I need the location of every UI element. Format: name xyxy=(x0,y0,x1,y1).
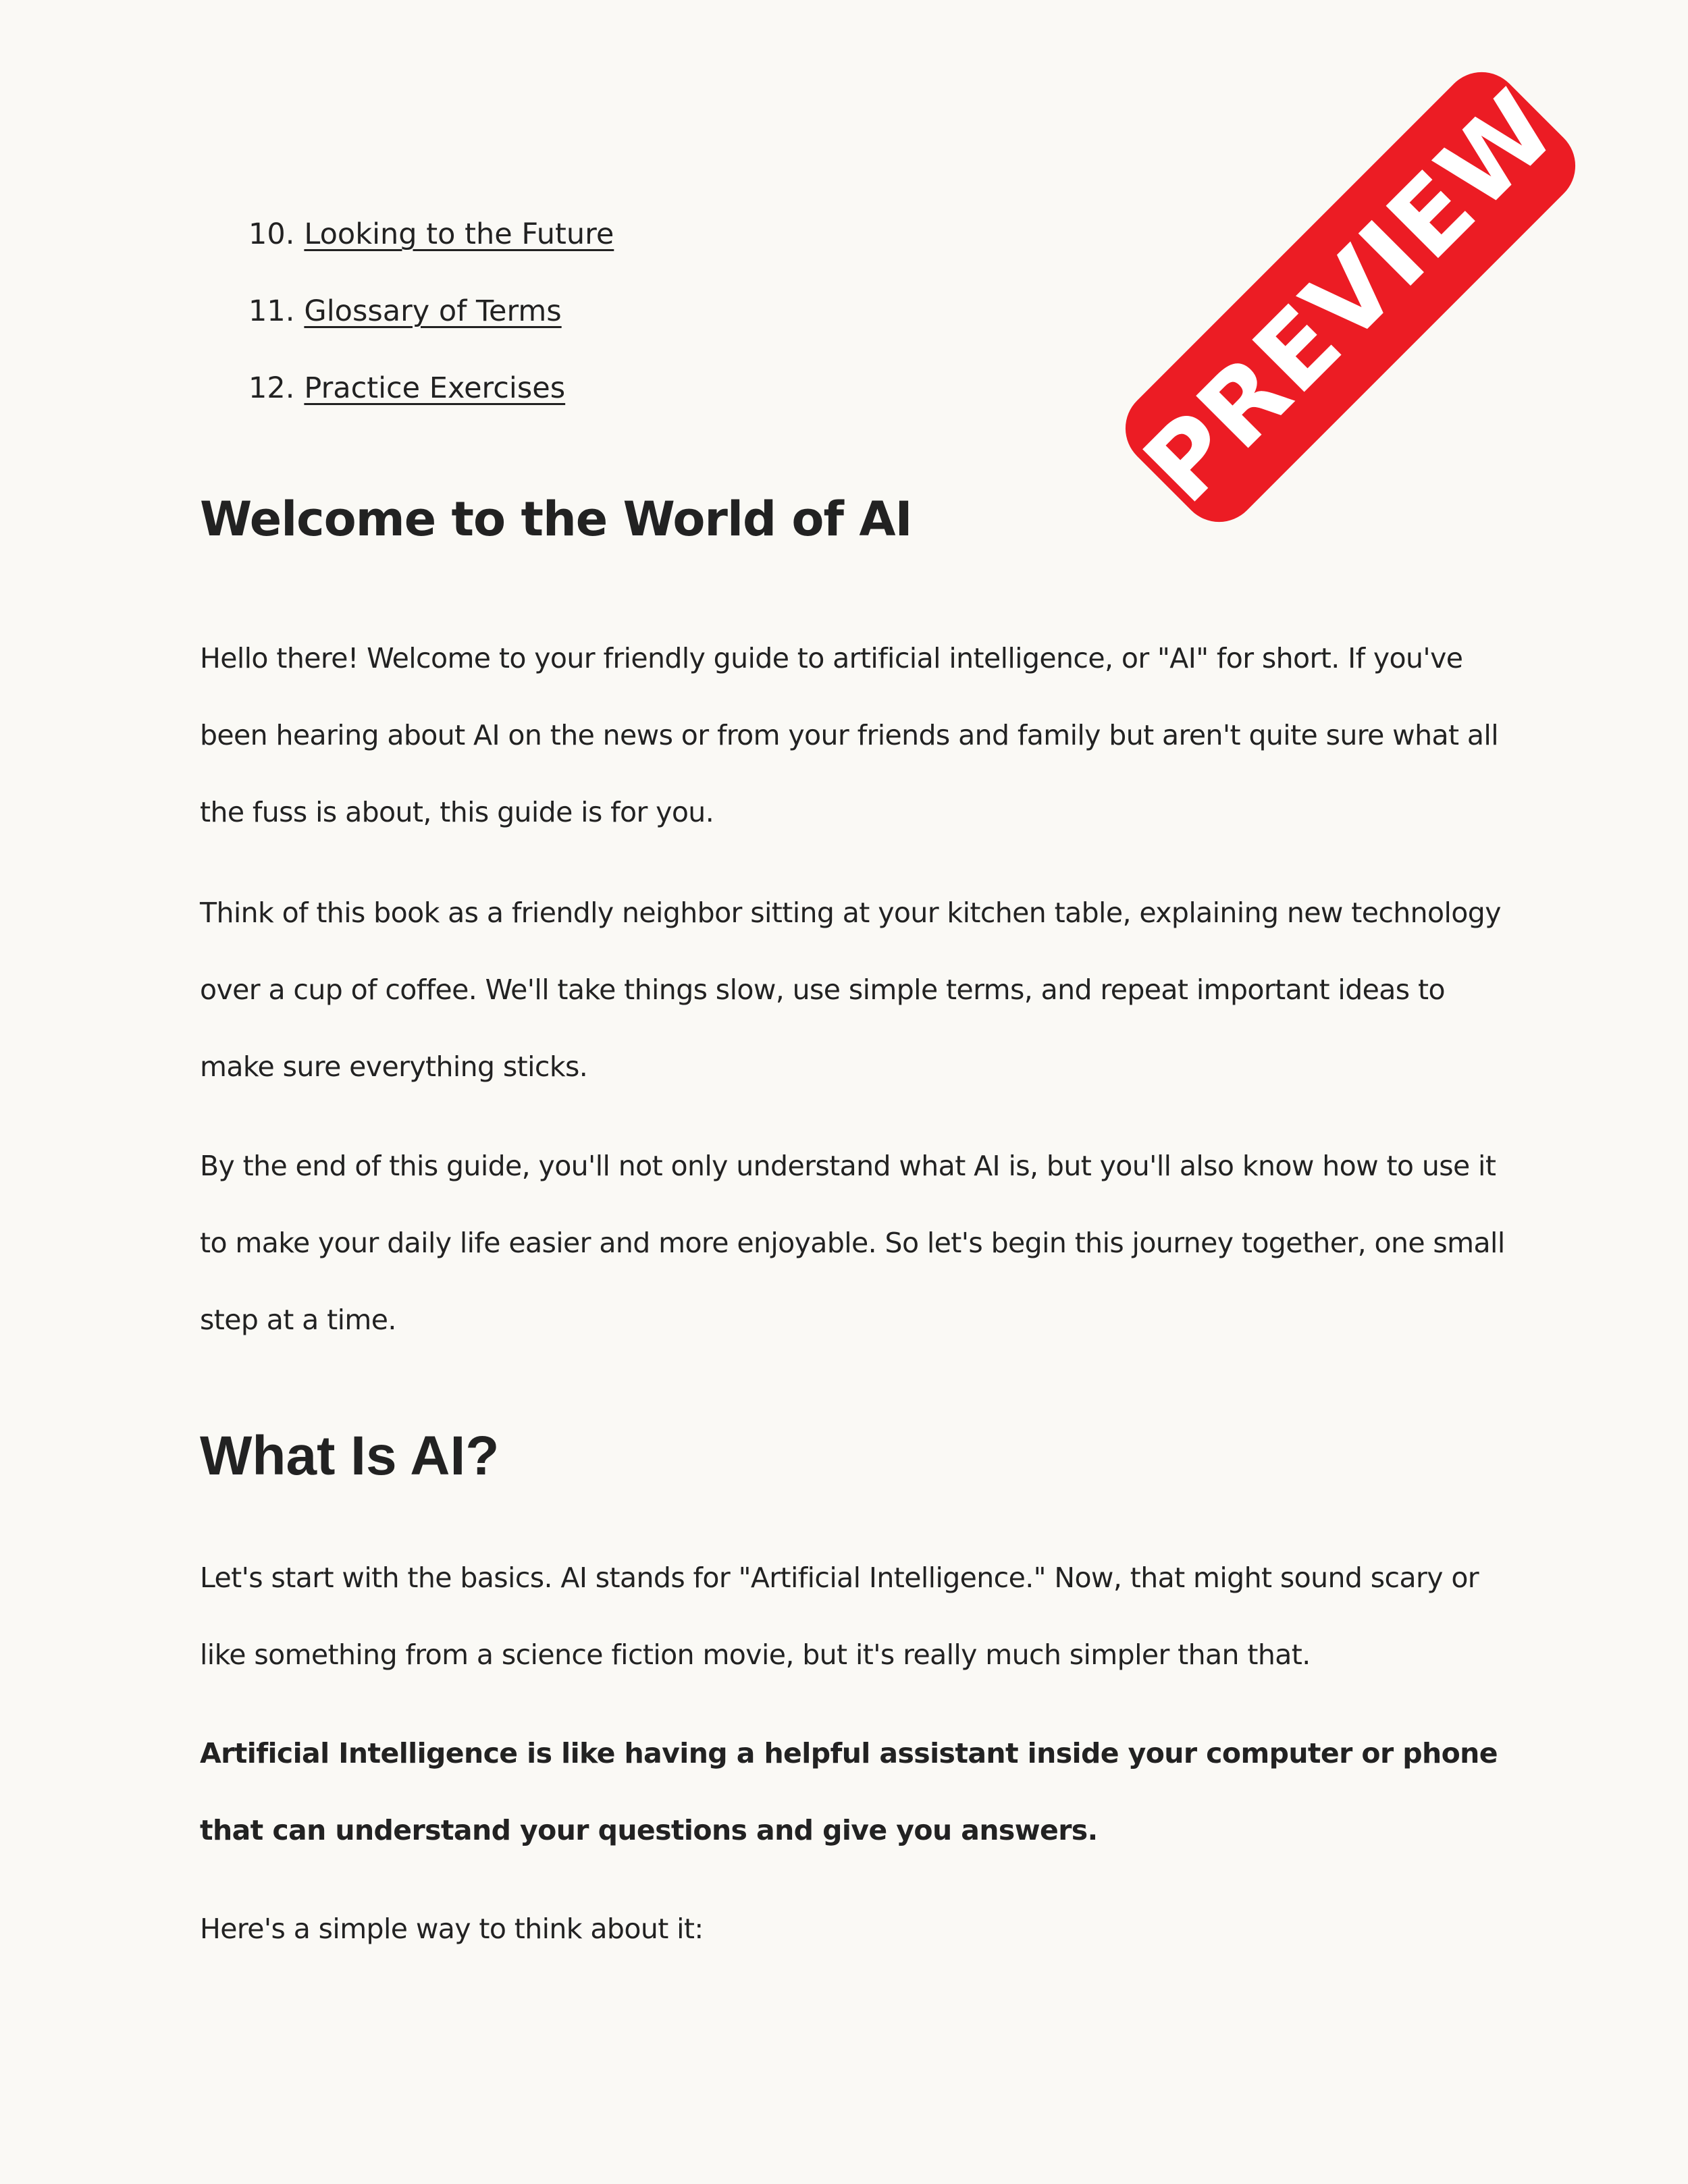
toc-item-number: 12. xyxy=(248,371,295,405)
paragraph-welcome-intro: Hello there! Welcome to your friendly guide to artificial intelligence, or "AI" for short. If you've been hearing about AI on the news or from your friends and family but aren't quite sure what all the fuss is about, this guide is for you. xyxy=(200,642,1499,828)
paragraph-basics: Let's start with the basics. AI stands for "Artificial Intelligence." Now, that might sound scary or like something from a science fiction movie, but it's really much simpler than that. xyxy=(200,1562,1479,1671)
toc-link-looking-to-the-future[interactable]: Looking to the Future xyxy=(304,217,614,251)
preview-stamp-text: PREVIEW xyxy=(1122,69,1579,525)
paragraph-friendly-neighbor: Think of this book as a friendly neighbor sitting at your kitchen table, explaining new technology over a cup of coffee. We'll take things slow, use simple terms, and repeat important ideas to make sure everything sticks. xyxy=(200,897,1501,1083)
toc-item-looking-to-the-future xyxy=(248,196,614,273)
toc-link-practice-exercises[interactable]: Practice Exercises xyxy=(304,371,566,405)
toc-item-number: 11. xyxy=(248,294,295,328)
toc-link-glossary-of-terms[interactable]: Glossary of Terms xyxy=(304,294,562,328)
toc-item-glossary-of-terms xyxy=(248,273,614,350)
paragraph-ai-definition: Artificial Intelligence is like having a helpful assistant inside your computer or phone that can understand your questions and give you answers. xyxy=(200,1737,1498,1846)
preview-stamp xyxy=(1109,56,1591,538)
paragraph-end-of-guide: By the end of this guide, you'll not only understand what AI is, but you'll also know how to use it to make your daily life easier and more enjoyable. So let's begin this journey together, one small step at a time. xyxy=(200,1150,1505,1336)
toc-item-practice-exercises xyxy=(248,350,614,427)
paragraph-simple-way: Here's a simple way to think about it: xyxy=(200,1913,704,1945)
section-heading-welcome: Welcome to the World of AI xyxy=(200,491,912,547)
table-of-contents xyxy=(248,196,614,427)
section-heading-what-is-ai: What Is AI? xyxy=(200,1425,500,1487)
toc-item-number: 10. xyxy=(248,217,295,251)
